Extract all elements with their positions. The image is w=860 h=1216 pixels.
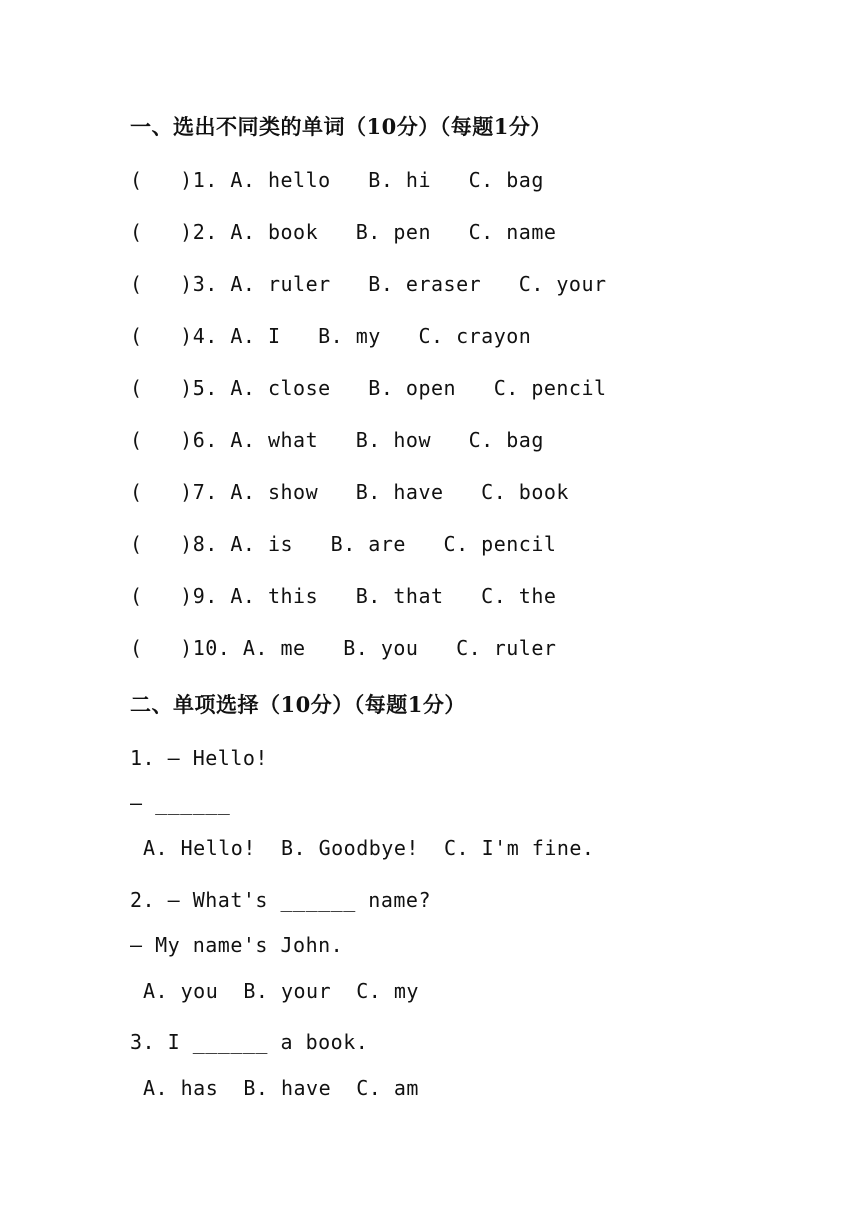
section1-item-2: ( )2. A. book B. pen C. name [130, 220, 557, 244]
question-3-prompt: 3. I ______ a book. [130, 1030, 369, 1054]
section1-item-4: ( )4. A. I B. my C. crayon [130, 324, 532, 348]
question-1-options: A. Hello! B. Goodbye! C. I'm fine. [143, 836, 595, 860]
section2-heading: 二、单项选择（10分）（每题1分） [130, 692, 466, 717]
question-1-prompt: 1. — Hello! [130, 746, 268, 770]
section1-item-10: ( )10. A. me B. you C. ruler [130, 636, 557, 660]
section1-item-7: ( )7. A. show B. have C. book [130, 480, 569, 504]
section1-item-8: ( )8. A. is B. are C. pencil [130, 532, 557, 556]
section1-heading: 一、选出不同类的单词（10分）（每题1分） [130, 114, 552, 139]
section1-item-1: ( )1. A. hello B. hi C. bag [130, 168, 544, 192]
section1-item-3: ( )3. A. ruler B. eraser C. your [130, 272, 607, 296]
question-1-reply: — ______ [130, 791, 231, 815]
section1-item-5: ( )5. A. close B. open C. pencil [130, 376, 607, 400]
question-3-options: A. has B. have C. am [143, 1076, 419, 1100]
question-2-prompt: 2. — What's ______ name? [130, 888, 431, 912]
question-2-reply: — My name's John. [130, 933, 344, 957]
section1-item-9: ( )9. A. this B. that C. the [130, 584, 557, 608]
section1-item-6: ( )6. A. what B. how C. bag [130, 428, 544, 452]
question-2-options: A. you B. your C. my [143, 979, 419, 1003]
